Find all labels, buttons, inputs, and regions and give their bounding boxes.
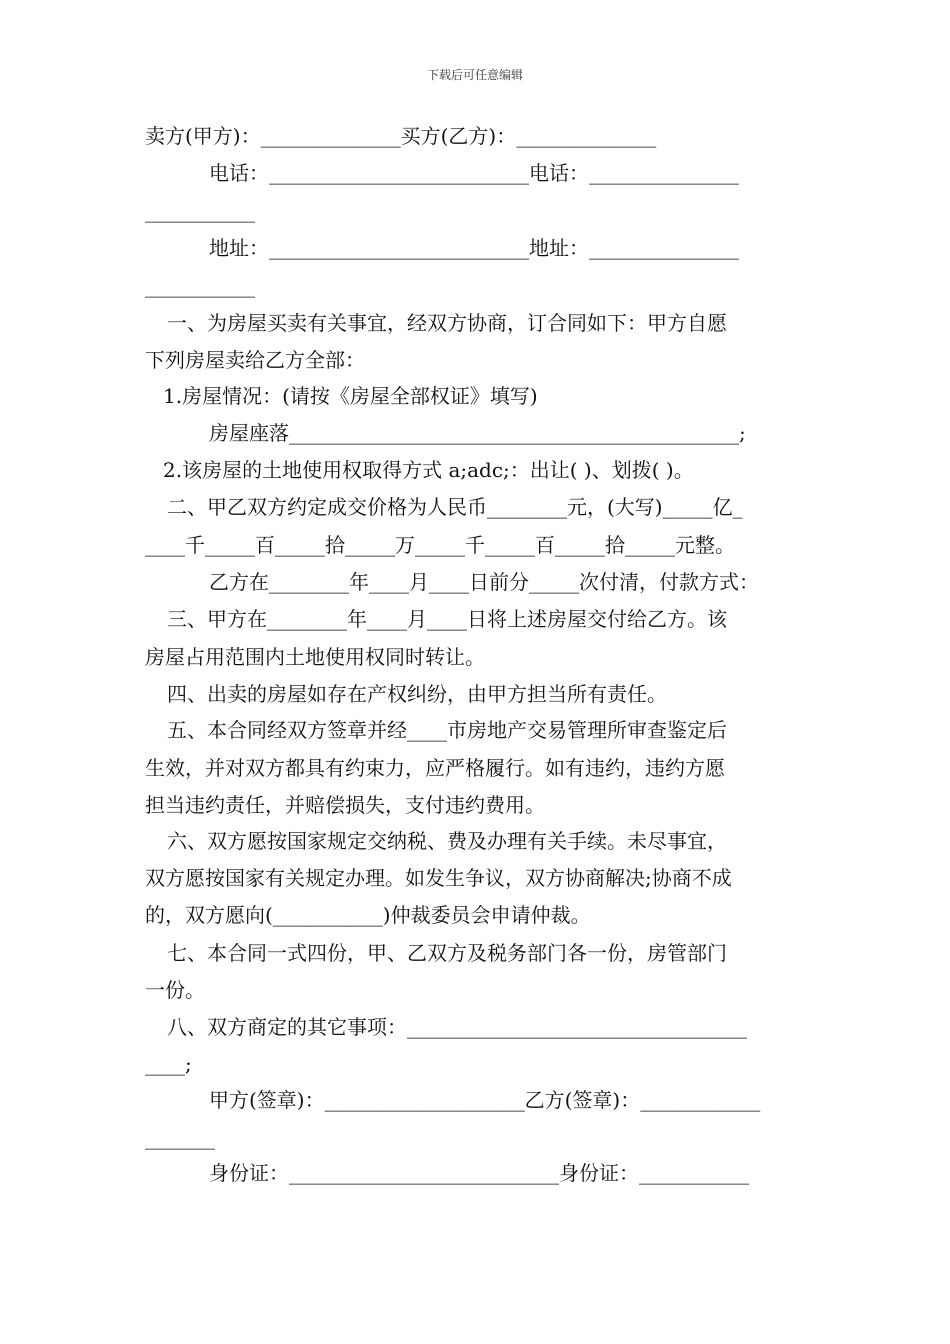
signature-line-continued: _______ [145,1126,215,1150]
clause-3-line-1: 三、甲方在________年____月____日将上述房屋交付给乙方。该 [167,607,727,631]
clause-5-line-2: 生效，并对双方都具有约束力，应严格履行。如有违约，违约方愿 [145,756,725,780]
seller-buyer-line: 卖方(甲方)：______________买方(乙方)：______________ [145,124,657,148]
clause-8-line-2: ____; [145,1052,192,1076]
clause-4: 四、出卖的房屋如存在产权纠纷，由甲方担当所有责任。 [167,682,667,706]
id-card-line: 身份证：___________________________身份证：___________ [209,1161,749,1185]
clause-6-line-1: 六、双方愿按国家规定交纳税、费及办理有关手续。未尽事宜， [167,829,727,853]
phone-line-continued: ___________ [145,199,255,223]
clause-7-line-2: 一份。 [145,978,205,1002]
clause-6-line-3: 的，双方愿向(___________)仲裁委员会申请仲裁。 [145,903,591,927]
clause-8-line-1: 八、双方商定的其它事项：__________________________________ [167,1015,747,1039]
address-line: 地址：__________________________地址：_______________ [209,236,739,260]
clause-1-line-2: 下列房屋卖给乙方全部： [145,348,365,372]
clause-2-line-1: 二、甲乙双方约定成交价格为人民币________元，(大写)_____亿_ [167,495,743,519]
house-location-line: 房屋座落_____________________________________________; [209,421,746,445]
address-line-continued: ___________ [145,274,255,298]
signature-line: 甲方(签章)：____________________乙方(签章)：____________ [209,1088,761,1112]
page-header-note: 下载后可任意编辑 [426,68,523,82]
clause-1-line-1: 一、为房屋买卖有关事宜，经双方协商，订合同如下：甲方自愿 [167,311,727,335]
clause-2-line-2: ____千_____百_____拾_____万_____千_____百_____拾_____元整。 [145,533,735,557]
clause-5-line-3: 担当违约责任，并赔偿损失，支付违约费用。 [145,793,545,817]
clause-1-item-2: 2.该房屋的土地使用权取得方式 a;adc;：出让( )、划拨( )。 [163,458,694,482]
clause-3-line-2: 房屋占用范围内土地使用权同时转让。 [145,645,485,669]
clause-6-line-2: 双方愿按国家有关规定办理。如发生争议，双方协商解决;协商不成 [145,866,732,890]
clause-5-line-1: 五、本合同经双方签章并经____市房地产交易管理所审查鉴定后 [167,718,727,742]
clause-7-line-1: 七、本合同一式四份，甲、乙双方及税务部门各一份，房管部门 [167,941,727,965]
phone-line: 电话：__________________________电话：_______________ [209,161,739,185]
clause-1-item-1: 1.房屋情况：(请按《房屋全部权证》填写) [163,384,538,408]
payment-line: 乙方在________年____月____日前分_____次付清，付款方式： [209,570,759,594]
